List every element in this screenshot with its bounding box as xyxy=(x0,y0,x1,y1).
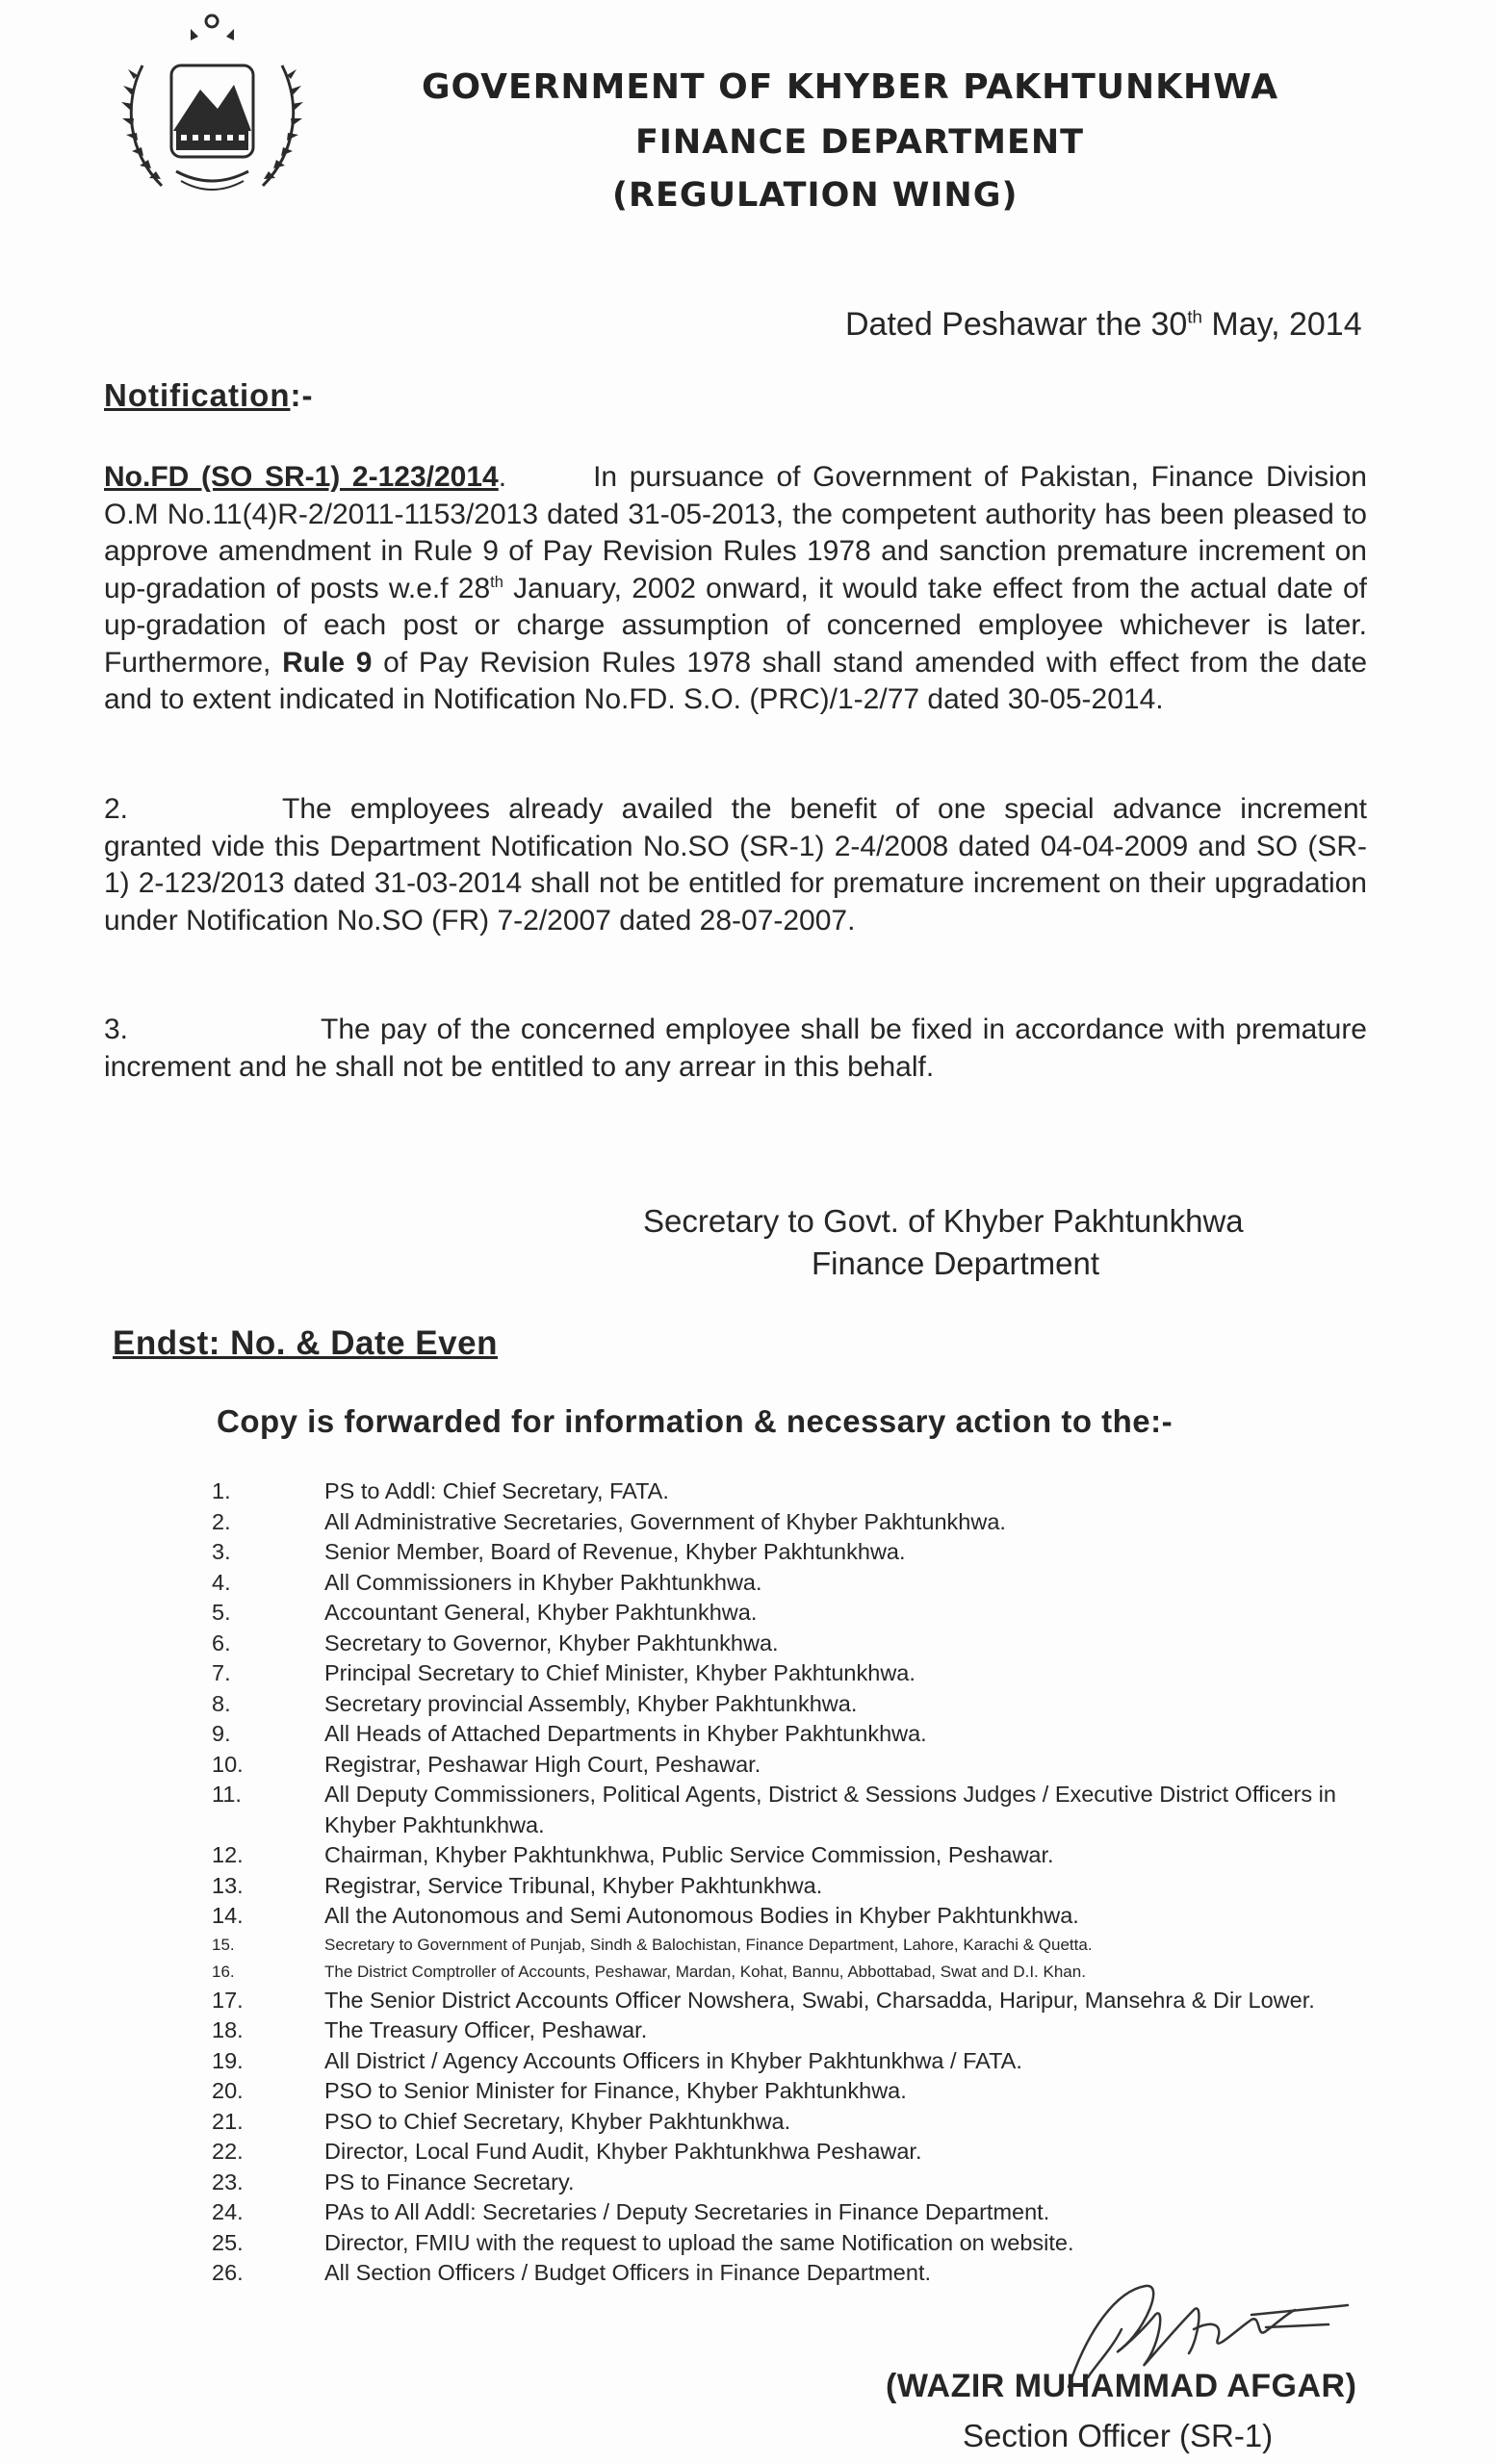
endorsement-title: Endst: No. & Date Even xyxy=(113,1324,498,1362)
distribution-item-text: The District Comptroller of Accounts, Peshawar, Mardan, Kohat, Bannu, Abbottabad, Swat and D.I. Khan. xyxy=(324,1962,1086,1981)
distribution-item-number: 16. xyxy=(212,1962,235,1981)
distribution-item xyxy=(212,1568,1386,1599)
notification-title: Notification:- xyxy=(104,377,314,413)
distribution-item-text: Accountant General, Khyber Pakhtunkhwa. xyxy=(324,1600,758,1625)
distribution-item xyxy=(212,2168,1386,2198)
distribution-item xyxy=(212,2197,1386,2228)
paragraph-2: 2. The employees already availed the benefit of one special advance increment granted vide this Department Notification No.SO (SR-1) 2-4/2008 dated 04-04-2009 and SO (SR-1) 2-123/2013 dated 31-03-2014 shall not be entitled for premature increment on their upgradation under Notification No.SO (FR) 7-2/2007 dated 28-07-2007. xyxy=(104,793,1367,937)
distribution-item xyxy=(212,1537,1386,1568)
distribution-item xyxy=(212,1901,1386,1932)
officer-name: (WAZIR MUHAMMAD AFGAR) xyxy=(886,2368,1357,2404)
distribution-item xyxy=(212,2046,1386,2077)
distribution-item-text: Secretary provincial Assembly, Khyber Pakhtunkhwa. xyxy=(324,1690,858,1716)
distribution-item xyxy=(212,1750,1386,1781)
distribution-item-number: 21. xyxy=(212,2108,244,2134)
header-government: GOVERNMENT OF KHYBER PAKHTUNKHWA xyxy=(422,67,1279,107)
distribution-item-number: 25. xyxy=(212,2229,244,2255)
distribution-item-number: 9. xyxy=(212,1721,231,1746)
distribution-item xyxy=(212,1840,1386,1871)
distribution-item-number: 11. xyxy=(212,1782,242,1807)
distribution-item-text: Registrar, Service Tribunal, Khyber Pakhtunkhwa. xyxy=(324,1872,823,1898)
distribution-item-text: Director, Local Fund Audit, Khyber Pakhtunkhwa Peshawar. xyxy=(324,2139,922,2164)
distribution-item-text: All the Autonomous and Semi Autonomous Bodies in Khyber Pakhtunkhwa. xyxy=(324,1903,1079,1928)
header-department: FINANCE DEPARTMENT xyxy=(635,123,1085,162)
date-line: Dated Peshawar the 30th May, 2014 xyxy=(845,306,1362,343)
distribution-item-number: 22. xyxy=(212,2139,244,2164)
distribution-item-number: 14. xyxy=(212,1903,244,1928)
distribution-item-number: 3. xyxy=(212,1539,231,1564)
distribution-item-text: The Senior District Accounts Officer Nowshera, Swabi, Charsadda, Haripur, Mansehra & Dir Lower. xyxy=(324,1987,1315,2013)
distribution-item xyxy=(212,1932,1386,1959)
distribution-item-text: PS to Finance Secretary. xyxy=(324,2169,575,2194)
distribution-item xyxy=(212,1476,1386,1507)
distribution-item-number: 8. xyxy=(212,1690,231,1716)
distribution-item-number: 17. xyxy=(212,1987,244,2013)
header-wing: (REGULATION WING) xyxy=(612,176,1019,215)
officer-title: Section Officer (SR-1) xyxy=(963,2418,1274,2453)
signatory-department: Finance Department xyxy=(812,1245,1099,1281)
distribution-item-number: 7. xyxy=(212,1660,231,1685)
distribution-item xyxy=(212,1689,1386,1720)
distribution-item xyxy=(212,1629,1386,1659)
distribution-item-number: 4. xyxy=(212,1569,231,1595)
distribution-item-text: Director, FMIU with the request to upload the same Notification on website. xyxy=(324,2229,1074,2255)
notification-ref-number: No.FD (SO SR-1) 2-123/2014 xyxy=(104,461,499,493)
distribution-item-number: 18. xyxy=(212,2017,244,2042)
distribution-item-number: 19. xyxy=(212,2047,244,2073)
distribution-item xyxy=(212,1507,1386,1538)
distribution-item-number: 24. xyxy=(212,2199,244,2224)
distribution-item-number: 1. xyxy=(212,1478,231,1503)
signatory-title: Secretary to Govt. of Khyber Pakhtunkhwa xyxy=(643,1203,1244,1239)
distribution-item-text: PAs to All Addl: Secretaries / Deputy Secretaries in Finance Department. xyxy=(324,2199,1050,2224)
distribution-item-text: Senior Member, Board of Revenue, Khyber Pakhtunkhwa. xyxy=(324,1539,906,1564)
distribution-item-text: Registrar, Peshawar High Court, Peshawar. xyxy=(324,1751,761,1777)
distribution-item-text: The Treasury Officer, Peshawar. xyxy=(324,2017,648,2042)
distribution-item-number: 23. xyxy=(212,2169,244,2194)
distribution-item xyxy=(212,1986,1386,2016)
distribution-item xyxy=(212,1598,1386,1629)
distribution-item-text: All Administrative Secretaries, Government of Khyber Pakhtunkhwa. xyxy=(324,1508,1006,1534)
distribution-item-text: Secretary to Government of Punjab, Sindh & Balochistan, Finance Department, Lahore, Karachi & Quetta. xyxy=(324,1935,1093,1954)
kp-government-emblem-icon xyxy=(85,8,340,224)
distribution-item-text: All Heads of Attached Departments in Khyber Pakhtunkhwa. xyxy=(324,1721,927,1746)
distribution-item-number: 2. xyxy=(212,1508,231,1534)
distribution-item xyxy=(212,2076,1386,2107)
distribution-item-number: 12. xyxy=(212,1842,244,1867)
distribution-item xyxy=(212,1780,1386,1840)
distribution-item-text: PSO to Senior Minister for Finance, Khyber Pakhtunkhwa. xyxy=(324,2078,907,2103)
distribution-item-text: All Section Officers / Budget Officers in Finance Department. xyxy=(324,2260,932,2285)
distribution-item-text: Secretary to Governor, Khyber Pakhtunkhwa. xyxy=(324,1630,779,1656)
distribution-item xyxy=(212,2107,1386,2138)
distribution-item xyxy=(212,2015,1386,2046)
distribution-item-number: 10. xyxy=(212,1751,244,1777)
paragraph-1: No.FD (SO SR-1) 2-123/2014. In pursuance of Government of Pakistan, Finance Division O.M No.11(4)R-2/2011-1153/2013 dated 31-05-2013, the competent authority has been pleased to approve amendment in Rule 9 of Pay Revision Rules 1978 and sanction premature increment on up-gradation of posts w.e.f 28th January, 2002 onward, it would take effect from the actual date of up-gradation of each post or charge assumption of concerned employee whichever is later. Furthermore, Rule 9 of Pay Revision Rules 1978 shall stand amended with effect from the date and to extent indicated in Notification No.FD. S.O. (PRC)/1-2/77 dated 30-05-2014. xyxy=(104,461,1368,715)
distribution-item-text: All Commissioners in Khyber Pakhtunkhwa. xyxy=(324,1569,762,1595)
distribution-item-text: Principal Secretary to Chief Minister, Khyber Pakhtunkhwa. xyxy=(324,1660,916,1685)
distribution-item-number: 20. xyxy=(212,2078,244,2103)
distribution-item xyxy=(212,1871,1386,1902)
distribution-list xyxy=(212,1476,1386,2289)
distribution-item-text: All District / Agency Accounts Officers in Khyber Pakhtunkhwa / FATA. xyxy=(324,2047,1022,2073)
distribution-item-number: 5. xyxy=(212,1600,231,1625)
distribution-item-number: 15. xyxy=(212,1935,235,1954)
distribution-item-number: 13. xyxy=(212,1872,244,1898)
distribution-item xyxy=(212,1658,1386,1689)
distribution-item xyxy=(212,1959,1386,1986)
distribution-item xyxy=(212,1719,1386,1750)
distribution-item xyxy=(212,2228,1386,2259)
distribution-item-text: PSO to Chief Secretary, Khyber Pakhtunkhwa. xyxy=(324,2108,791,2134)
distribution-item xyxy=(212,2137,1386,2168)
distribution-item-text: All Deputy Commissioners, Political Agents, District & Sessions Judges / Executive District Officers in Khyber Pakhtunkhwa. xyxy=(324,1782,1336,1837)
distribution-item-text: PS to Addl: Chief Secretary, FATA. xyxy=(324,1478,669,1503)
distribution-item-text: Chairman, Khyber Pakhtunkhwa, Public Service Commission, Peshawar. xyxy=(324,1842,1054,1867)
copy-forwarded-line: Copy is forwarded for information & necessary action to the:- xyxy=(217,1403,1174,1439)
distribution-item-number: 26. xyxy=(212,2260,244,2285)
distribution-item-number: 6. xyxy=(212,1630,231,1656)
paragraph-3: 3. The pay of the concerned employee shall be fixed in accordance with premature increment and he shall not be entitled to any arrear in this behalf. xyxy=(104,1014,1367,1083)
